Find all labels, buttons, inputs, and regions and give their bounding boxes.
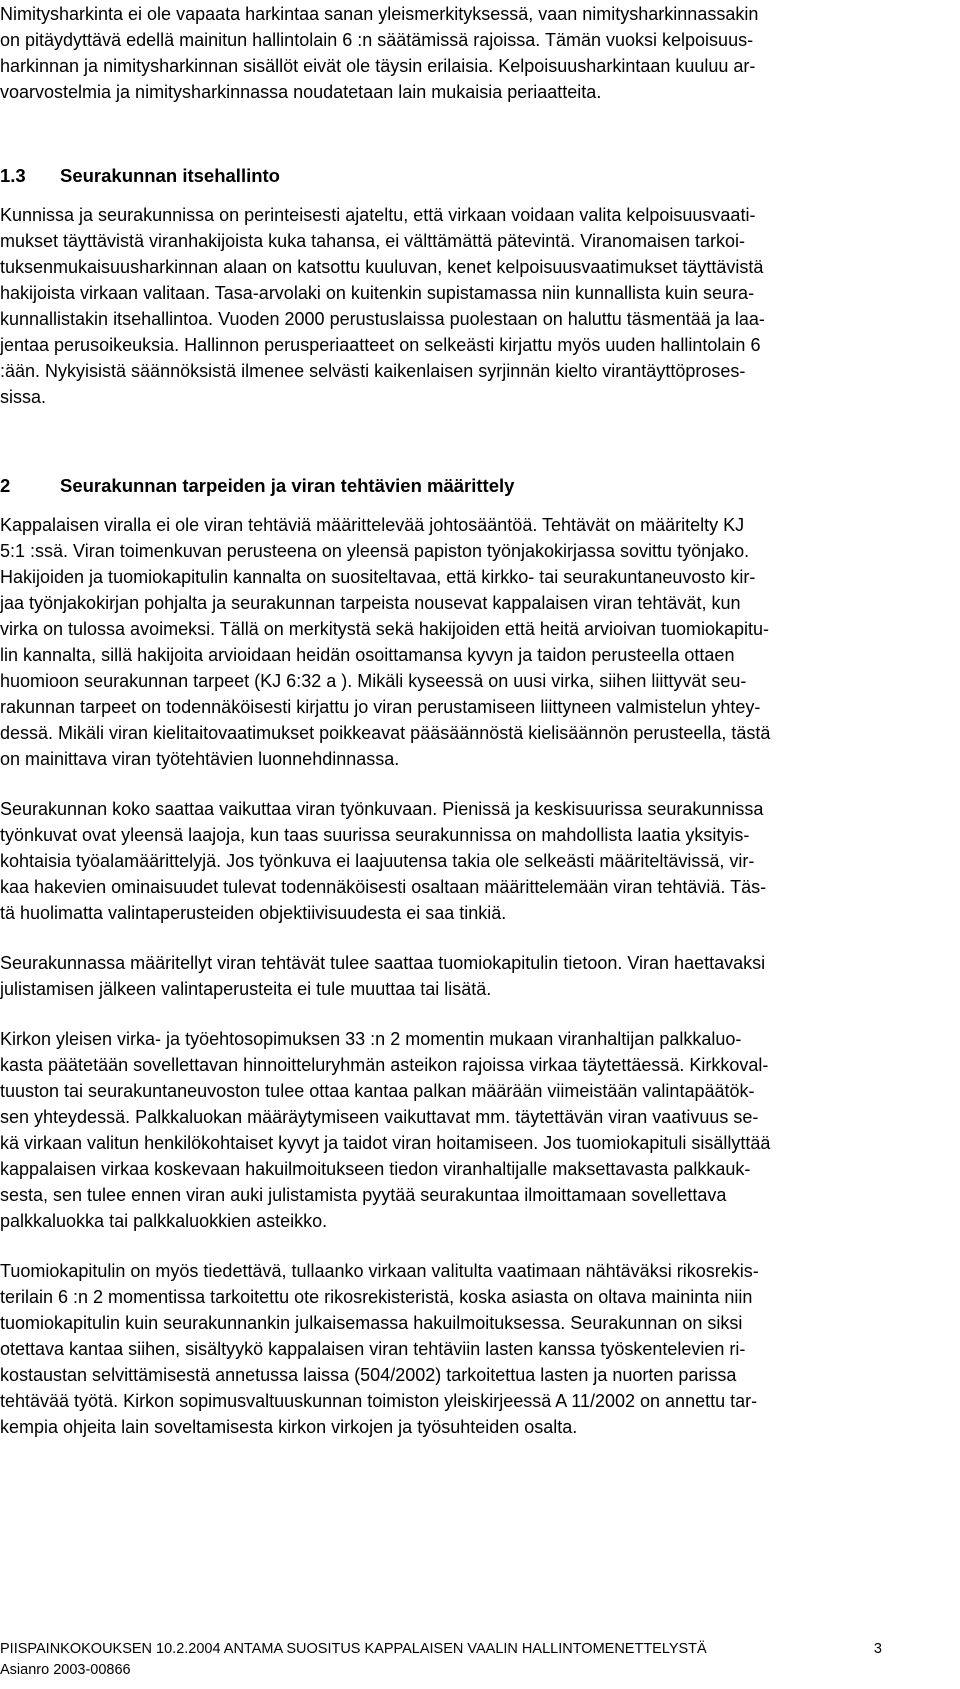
text-line: Hakijoiden ja tuomiokapitulin kannalta on suositeltavaa, että kirkko- tai seurakuntaneuvosto kir- [0,567,756,587]
text-line: hakijoista virkaan valitaan. Tasa-arvolaki on kuitenkin supistamassa niin kunnallista kuin seura- [0,283,755,303]
text-line: otettava kantaa siihen, sisältyykö kappalaisen viran tehtäviin lasten kanssa työskentelevien ri- [0,1339,746,1359]
text-line: kostaustan selvittämisestä annetussa laissa (504/2002) tarkoitettua lasten ja nuorten parissa [0,1365,737,1385]
page-number: 3 [873,1641,882,1657]
text-line: kohtaisia työalamäärittelyjä. Jos työnkuva ei laajuutensa takia ole selkeästi määriteltävissä, vir- [0,851,755,871]
text-line: terilain 6 :n 2 momentissa tarkoitettu ote rikosrekisteristä, koska asiasta on oltava maininta niin [0,1287,753,1307]
text-line: kappalaisen virkaa koskevaan hakuilmoitukseen tiedon viranhaltijalle maksettavasta palkkauk- [0,1159,751,1179]
footer-title: PIISPAINKOKOUKSEN 10.2.2004 ANTAMA SUOSITUS KAPPALAISEN VAALIN HALLINTOMENETTELYSTÄ [0,1641,707,1657]
text-line: Kappalaisen viralla ei ole viran tehtäviä määrittelevää johtosääntöä. Tehtävät on määritelty KJ [0,515,745,535]
text-line: sissa. [0,387,47,407]
text-line: julistamisen jälkeen valintaperusteita ei tule muuttaa tai lisätä. [0,979,492,999]
text-line: Kirkon yleisen virka- ja työehtosopimuksen 33 :n 2 momentin mukaan viranhaltijan palkkaluo- [0,1029,742,1049]
text-line: Nimitysharkinta ei ole vapaata harkintaa sanan yleismerkityksessä, vaan nimitysharkinnassakin [0,4,759,24]
text-line: Seurakunnan koko saattaa vaikuttaa viran työnkuvaan. Pienissä ja keskisuurissa seurakunnissa [0,799,764,819]
section-heading-1-3 [0,162,280,190]
text-line: kunnallistakin itsehallintoa. Vuoden 2000 perustuslaissa puolestaan on haluttu täsmentää ja laa- [0,309,765,329]
text-line: kaa hakevien ominaisuudet tulevat todennäköisesti osaltaan määrittelemään viran tehtäviä. Täs- [0,877,767,897]
text-line: :ään. Nykyisistä säännöksistä ilmenee selvästi kaikenlaisen syrjinnän kielto virantäyttöproses- [0,361,746,381]
text-line: tehtävää työtä. Kirkon sopimusvaltuuskunnan toimiston yleiskirjeessä A 11/2002 on annettu tar- [0,1391,758,1411]
text-line: kä virkaan valitun henkilökohtaiset kyvyt ja taidot viran hoitamiseen. Jos tuomiokapituli sisällyttää [0,1133,771,1153]
text-line: 5:1 :ssä. Viran toimenkuvan perusteena on yleensä papiston työnjakokirjassa sovittu työnjako. [0,541,750,561]
text-line: tuksenmukaisuusharkinnan alaan on katsottu kuuluvan, kenet kelpoisuusvaatimukset täyttävistä [0,257,764,277]
text-line: voarvostelmia ja nimitysharkinnassa noudatetaan lain mukaisia periaatteita. [0,82,602,102]
text-line: dessä. Mikäli viran kielitaitovaatimukset poikkeavat pääsäännöstä kielisäännön perusteella, tästä [0,723,771,743]
section-number: 2 [0,475,11,496]
text-line: kasta päätetään sovellettavan hinnoitteluryhmän asteikon rajoissa virkaa täytettäessä. Kirkkoval- [0,1055,769,1075]
text-line: palkkaluokka tai palkkaluokkien asteikko. [0,1211,328,1231]
text-line: harkinnan ja nimitysharkinnan sisällöt eivät ole täysin erilaisia. Kelpoisuusharkintaan kuuluu ar- [0,56,756,76]
text-line: jaa työnjakokirjan pohjalta ja seurakunnan tarpeista nousevat kappalaisen viran tehtävät, kun [0,593,741,613]
text-line: virka on tulossa avoimeksi. Tällä on merkitystä sekä hakijoiden että heitä arvioivan tuomiokapitu- [0,619,770,639]
text-line: huomioon seurakunnan tarpeet (KJ 6:32 a ). Mikäli kyseessä on uusi virka, siihen liittyvät seu- [0,671,747,691]
text-line: sesta, sen tulee ennen viran auki julistamista pyytää seurakuntaa ilmoittamaan sovellettava [0,1185,727,1205]
section-number: 1.3 [0,165,26,186]
section-heading-2 [0,472,514,500]
text-line: on mainittava viran työtehtävien luonnehdinnassa. [0,749,400,769]
text-line: Tuomiokapitulin on myös tiedettävä, tullaanko virkaan valitulta vaatimaan nähtäväksi rikosrekis- [0,1261,759,1281]
section-title: Seurakunnan itsehallinto [60,165,280,186]
text-line: Kunnissa ja seurakunnissa on perinteisesti ajateltu, että virkaan voidaan valita kelpoisuusvaati- [0,205,756,225]
text-line: rakunnan tarpeet on todennäköisesti kirjattu jo viran perustamiseen liittyneen valmistelun yhtey- [0,697,761,717]
text-line: jentaa perusoikeuksia. Hallinnon perusperiaatteet on selkeästi kirjattu myös uuden hallintolain 6 [0,335,761,355]
text-line: kempia ohjeita lain soveltamisesta kirkon virkojen ja työsuhteiden osalta. [0,1417,578,1437]
section-title: Seurakunnan tarpeiden ja viran tehtävien määrittely [60,475,515,496]
text-line: Seurakunnassa määritellyt viran tehtävät tulee saattaa tuomiokapitulin tietoon. Viran haettavaksi [0,953,766,973]
footer-reference: Asianro 2003-00866 [0,1662,131,1678]
text-line: mukset täyttävistä viranhakijoista kuka tahansa, ei välttämättä pätevintä. Viranomaisen tarkoi- [0,231,746,251]
text-line: työnkuvat ovat yleensä laajoja, kun taas suurissa seurakunnissa on mahdollista laatia yksityis- [0,825,750,845]
text-line: sen yhteydessä. Palkkaluokan määräytymiseen vaikuttavat mm. täytettävän viran vaativuus se- [0,1107,759,1127]
text-line: on pitäydyttävä edellä mainitun hallintolain 6 :n säätämissä rajoissa. Tämän vuoksi kelpoisuus- [0,30,754,50]
text-line: lin kannalta, sillä hakijoita arvioidaan heidän osoittamansa kyvyn ja taidon perusteella ottaen [0,645,735,665]
text-line: tuomiokapitulin kuin seurakunnankin julkaisemassa hakuilmoituksessa. Seurakunnan on siksi [0,1313,743,1333]
text-line: tuuston tai seurakuntaneuvoston tulee ottaa kantaa palkan määrään viimeistään valintapäätök- [0,1081,755,1101]
text-line: tä huolimatta valintaperusteiden objektiivisuudesta ei saa tinkiä. [0,903,507,923]
